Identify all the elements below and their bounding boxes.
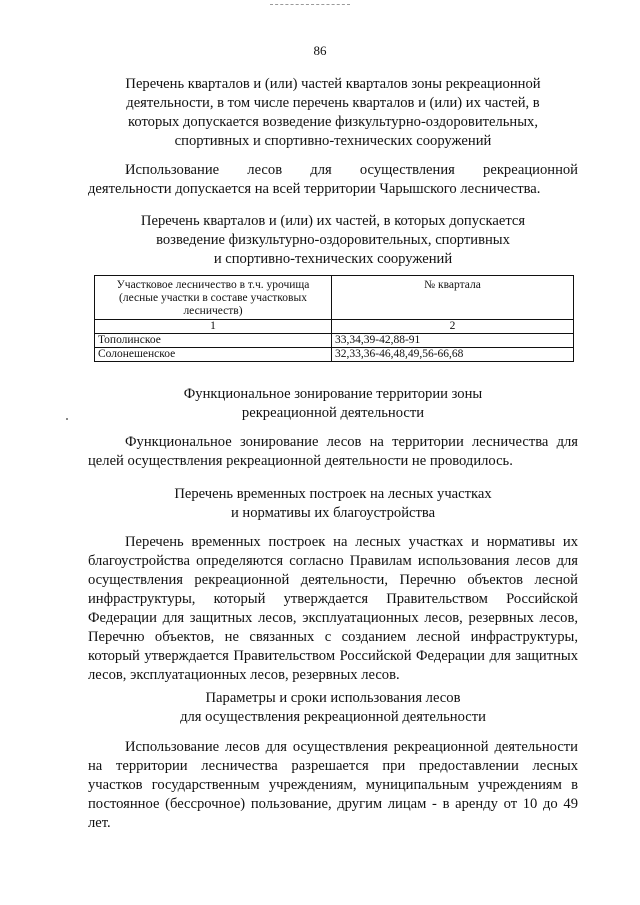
- heading-line: для осуществления рекреационной деятельности: [180, 709, 486, 725]
- paragraph-temporary-buildings: [88, 533, 578, 685]
- heading-functional-zoning: [88, 385, 578, 423]
- heading-line: и нормативы их благоустройства: [230, 505, 436, 521]
- heading-line: Параметры и сроки использования лесов: [205, 690, 461, 706]
- table-cell: 33,34,39-42,88-91: [332, 334, 574, 348]
- heading-line: и спортивно-технических сооружений: [213, 251, 453, 267]
- table-cell: 2: [332, 320, 574, 334]
- heading-quarters-list: [88, 212, 578, 269]
- paragraph-line: целей осуществления рекреационной деятельности не проводилось.: [88, 453, 513, 469]
- heading-parameters-terms: [88, 689, 578, 727]
- paragraph-line: на территории лесничества разрешается при предоставлении лесных: [88, 758, 578, 774]
- paragraph-line: Использование лесов для осуществления рекреационной: [125, 162, 578, 178]
- heading-line: Перечень кварталов и (или) частей кварталов зоны рекреационной: [125, 76, 541, 92]
- table-header-row: [95, 276, 574, 320]
- heading-line: деятельности, в том числе перечень кварталов и (или) их частей, в: [126, 95, 540, 111]
- paragraph-line: Перечню объектов, не связанных с созданием лесной инфраструктуры,: [88, 629, 578, 645]
- heading-line: спортивных и спортивно-технических сооружений: [174, 133, 492, 149]
- heading-line: Перечень временных построек на лесных участках: [174, 486, 492, 502]
- heading-line: возведение физкультурно-оздоровительных, спортивных: [156, 232, 510, 248]
- table-cell: Солонешенское: [95, 348, 332, 362]
- heading-line: Функциональное зонирование территории зоны: [183, 386, 483, 402]
- scan-top-mark: [270, 4, 350, 8]
- paragraph-zoning: [88, 433, 578, 471]
- paragraph-line: лет.: [88, 815, 111, 831]
- table-cell: 32,33,36-46,48,49,56-66,68: [332, 348, 574, 362]
- heading-recreation-zone-list: [88, 75, 578, 151]
- quarters-table: [94, 275, 574, 362]
- paragraph-line: Использование лесов для осуществления рекреационной деятельности: [125, 739, 578, 755]
- heading-line: которых допускается возведение физкультурно-оздоровительных,: [128, 114, 538, 130]
- table-header-cell: Участковое лесничество в т.ч. урочища (лесные участки в составе участковых лесничеств): [95, 276, 332, 320]
- paragraph-line: участков государственным учреждениям, муниципальным учреждениям в: [88, 777, 578, 793]
- paragraph-line: инфраструктуры, который утверждается Правительством Российской: [88, 591, 578, 607]
- paragraph-parameters-terms: [88, 738, 578, 833]
- heading-line: рекреационной деятельности: [241, 405, 425, 421]
- table-cell: 1: [95, 320, 332, 334]
- paragraph-line: благоустройства определяются согласно Правилам использования лесов для: [88, 553, 578, 569]
- heading-temporary-buildings: [88, 485, 578, 523]
- paragraph-line: который утверждается Правительством Российской Федерации для защитных: [88, 648, 578, 664]
- paragraph-line: осуществления рекреационной деятельности, Перечню объектов лесной: [88, 572, 578, 588]
- table-row: [95, 348, 574, 362]
- table-cell: Тополинское: [95, 334, 332, 348]
- scan-side-mark: [66, 418, 68, 420]
- paragraph-line: Функциональное зонирование лесов на территории лесничества для: [125, 434, 578, 450]
- paragraph-line: Перечень временных построек на лесных участках и нормативы их: [125, 534, 578, 550]
- paragraph-line: Федерации для защитных лесов, эксплуатационных лесов, резервных лесов,: [88, 610, 578, 626]
- paragraph-forest-use: [88, 161, 578, 199]
- paragraph-line: постоянное (бессрочное) пользование, другим лицам - в аренду от 10 до 49: [88, 796, 578, 812]
- table-column-numbers-row: [95, 320, 574, 334]
- paragraph-line: лесов, эксплуатационных лесов, резервных лесов.: [88, 667, 400, 683]
- page-number: 86: [313, 43, 327, 58]
- table-row: [95, 334, 574, 348]
- table-header-cell: № квартала: [332, 276, 574, 320]
- paragraph-line: деятельности допускается на всей территории Чарышского лесничества.: [88, 181, 541, 197]
- heading-line: Перечень кварталов и (или) их частей, в которых допускается: [140, 213, 526, 229]
